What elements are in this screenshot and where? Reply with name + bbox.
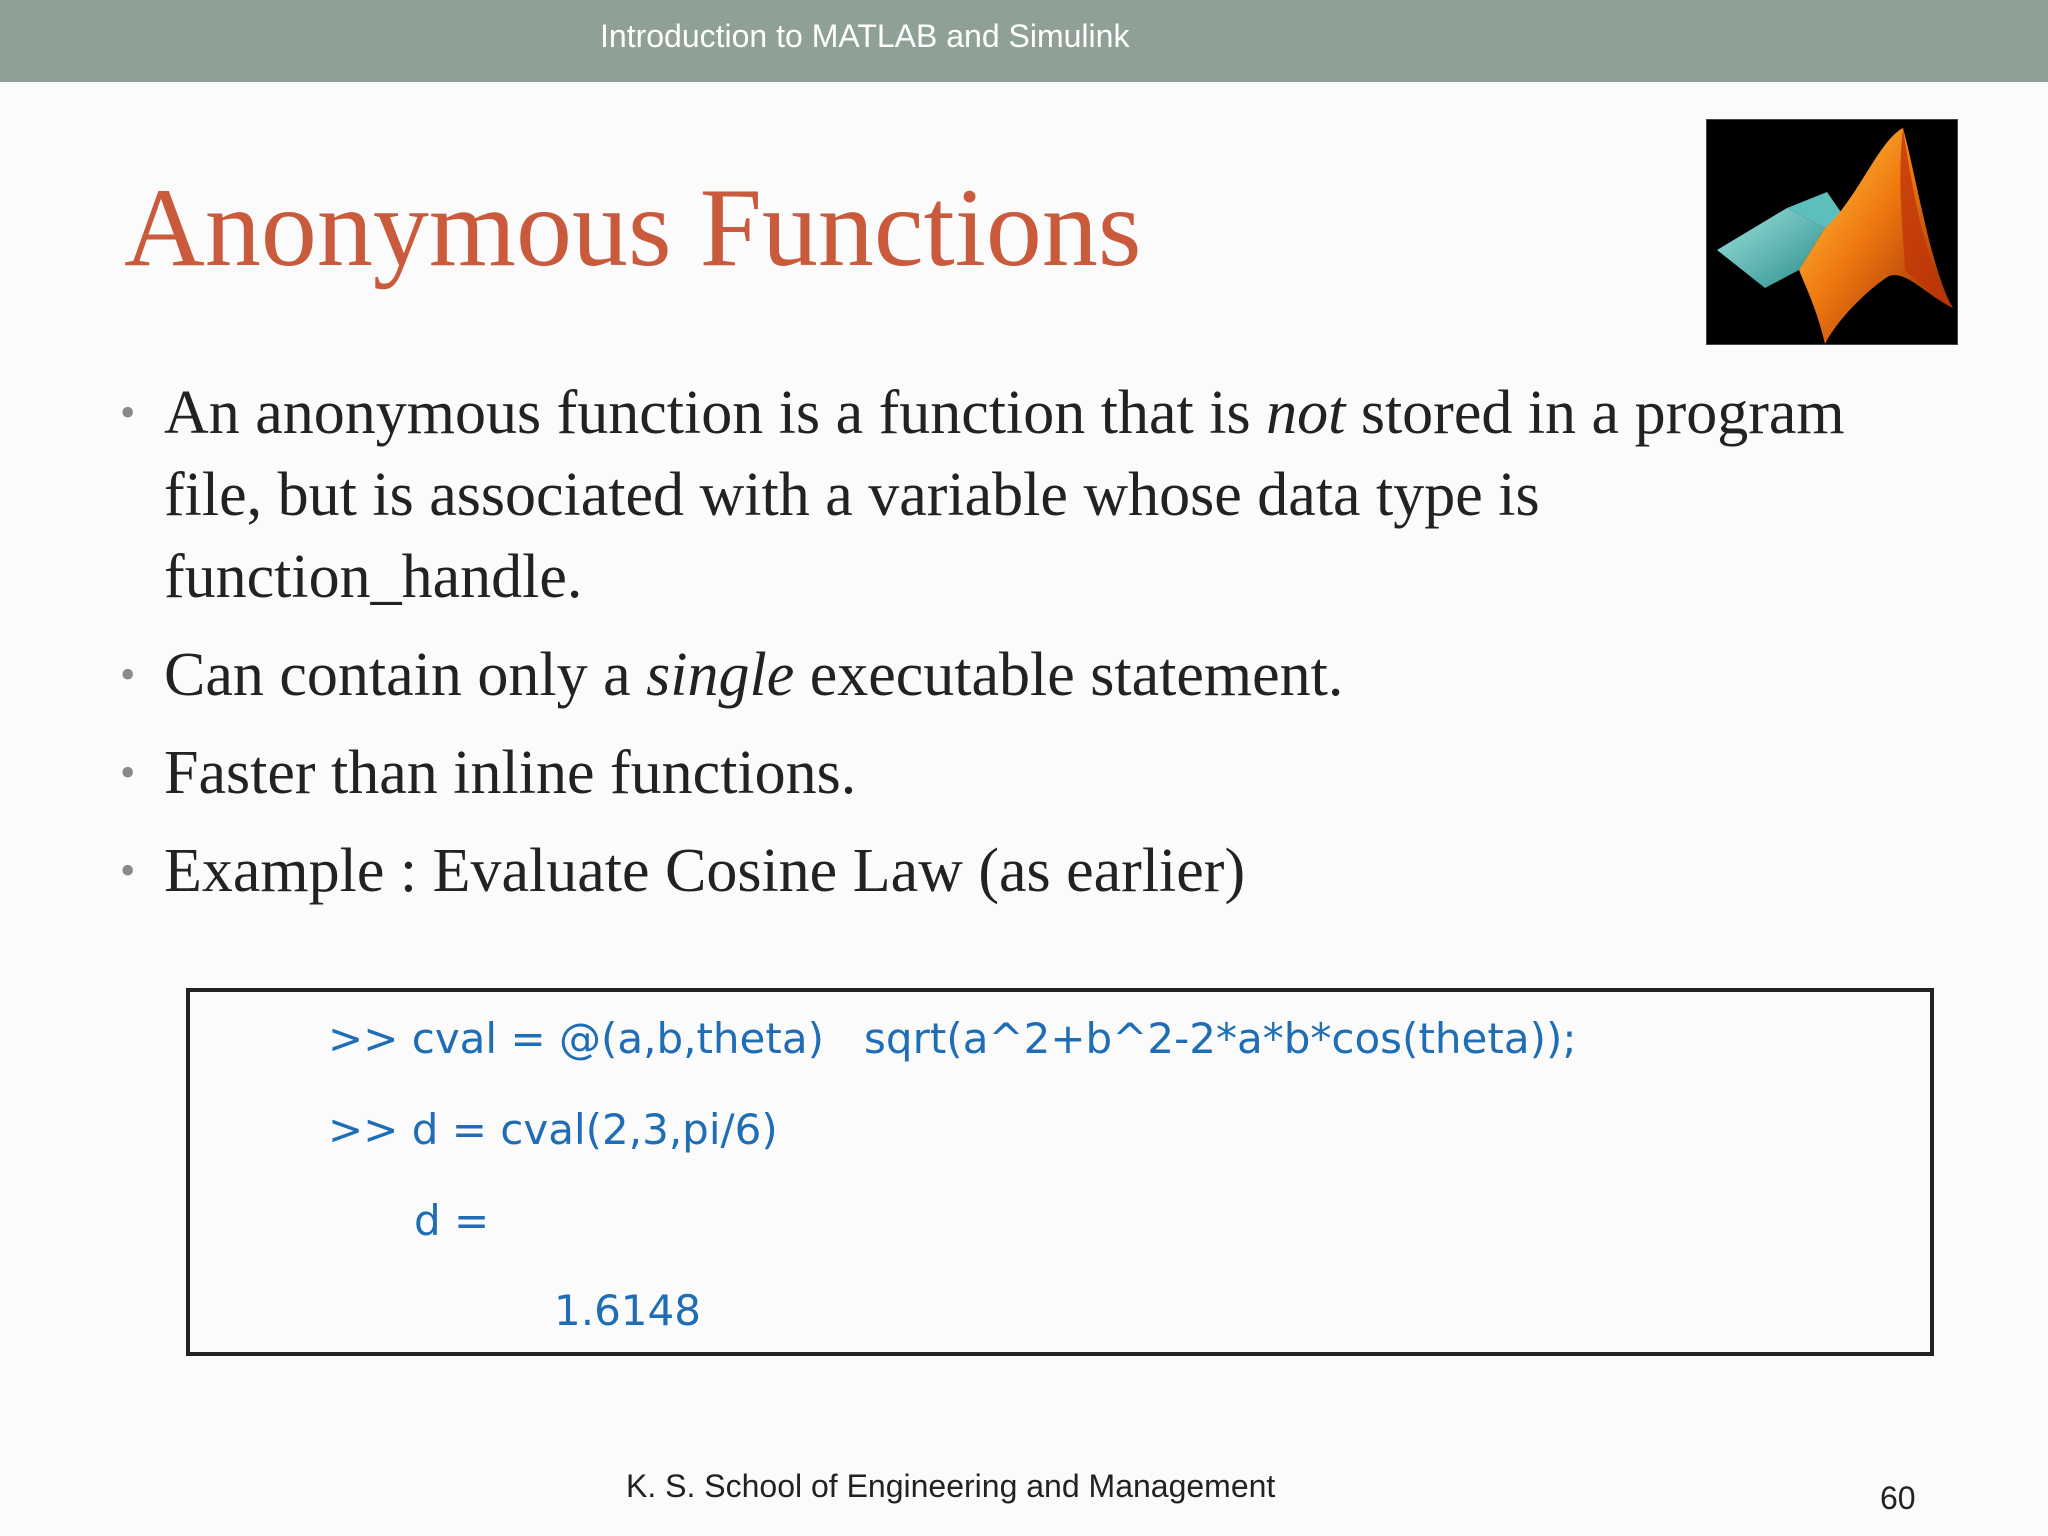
footer-institution: K. S. School of Engineering and Management <box>626 1468 1276 1504</box>
header-title: Introduction to MATLAB and Simulink <box>600 18 1130 54</box>
bullet-item <box>120 732 1920 814</box>
code-line-output-value: 1.6148 <box>554 1286 701 1335</box>
code-example-box <box>186 988 1934 1356</box>
bullet-item <box>120 830 1920 912</box>
bullet-emphasis: single <box>646 641 795 709</box>
bullet-dot-icon: • <box>120 748 136 797</box>
bullet-text: executable statement. <box>794 641 1344 709</box>
bullet-text: An anonymous function is a function that is <box>164 379 1267 447</box>
bullet-dot-icon: • <box>120 388 136 437</box>
bullet-item <box>120 372 1920 618</box>
code-line-call: >> d = cval(2,3,pi/6) <box>328 1105 778 1154</box>
matlab-logo-icon <box>1706 119 1958 345</box>
code-line-output-label: d = <box>414 1196 490 1245</box>
header-bar <box>0 0 2048 82</box>
bullet-emphasis: not <box>1266 379 1346 447</box>
bullet-dot-icon: • <box>120 650 136 699</box>
bullet-text: Can contain only a <box>164 641 647 709</box>
code-line-definition: >> cval = @(a,b,theta) sqrt(a^2+b^2-2*a*b*cos(theta)); <box>328 1014 1577 1063</box>
slide-title: Anonymous Functions <box>124 166 1142 290</box>
bullet-text: Example : Evaluate Cosine Law (as earlier) <box>164 837 1246 905</box>
bullet-list <box>120 372 1920 928</box>
bullet-text: Faster than inline functions. <box>164 739 857 807</box>
bullet-dot-icon: • <box>120 846 136 895</box>
bullet-item <box>120 634 1920 716</box>
page-number: 60 <box>1880 1480 1916 1516</box>
bullet-text: stored in a program file, but is associated with a variable whose data type is function_handle. <box>164 379 1845 611</box>
